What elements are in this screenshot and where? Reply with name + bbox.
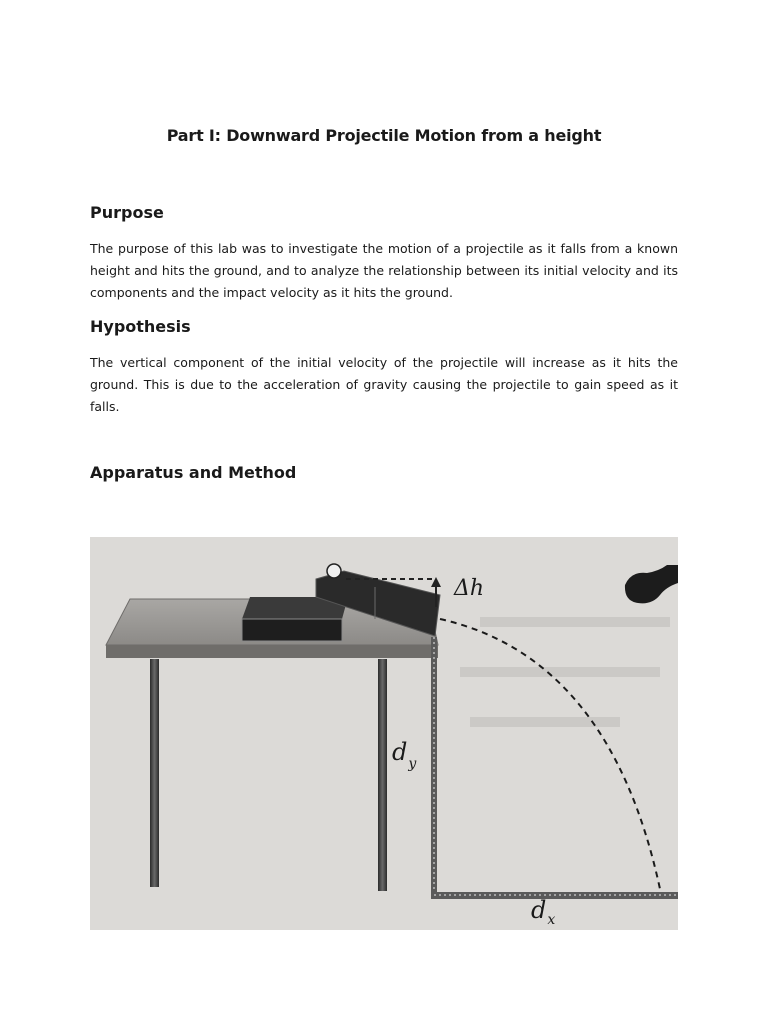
vertical-ruler <box>431 637 437 895</box>
table-leg-right <box>378 659 387 891</box>
apparatus-figure <box>90 537 678 930</box>
projectile-trajectory <box>440 619 660 889</box>
hand-icon <box>625 565 678 603</box>
projectile-ball <box>327 564 341 578</box>
hypothesis-paragraph: The vertical component of the initial velocity of the projectile will increase as it hits the ground. This is due to the acceleration of gravity causing the projectile to gain speed as it falls. <box>90 355 678 414</box>
page-title: Part I: Downward Projectile Motion from a height <box>166 126 602 145</box>
dy-label: $d_y$ <box>392 738 417 772</box>
block-front <box>242 619 342 641</box>
table-edge <box>106 645 438 658</box>
hypothesis-heading: Hypothesis <box>90 317 191 336</box>
apparatus-heading: Apparatus and Method <box>90 463 297 482</box>
apparatus-diagram <box>90 537 678 930</box>
purpose-paragraph: The purpose of this lab was to investigate the motion of a projectile as it falls from a known height and hits the ground, and to analyze the relationship between its initial velocity and its components and the impact velocity as it hits the ground. <box>90 241 678 300</box>
delta-h-label: Δh <box>454 576 485 601</box>
dx-label: $d_x$ <box>531 896 556 928</box>
purpose-heading: Purpose <box>90 203 164 222</box>
table-leg-left <box>150 659 159 887</box>
background-artifacts <box>460 617 670 727</box>
